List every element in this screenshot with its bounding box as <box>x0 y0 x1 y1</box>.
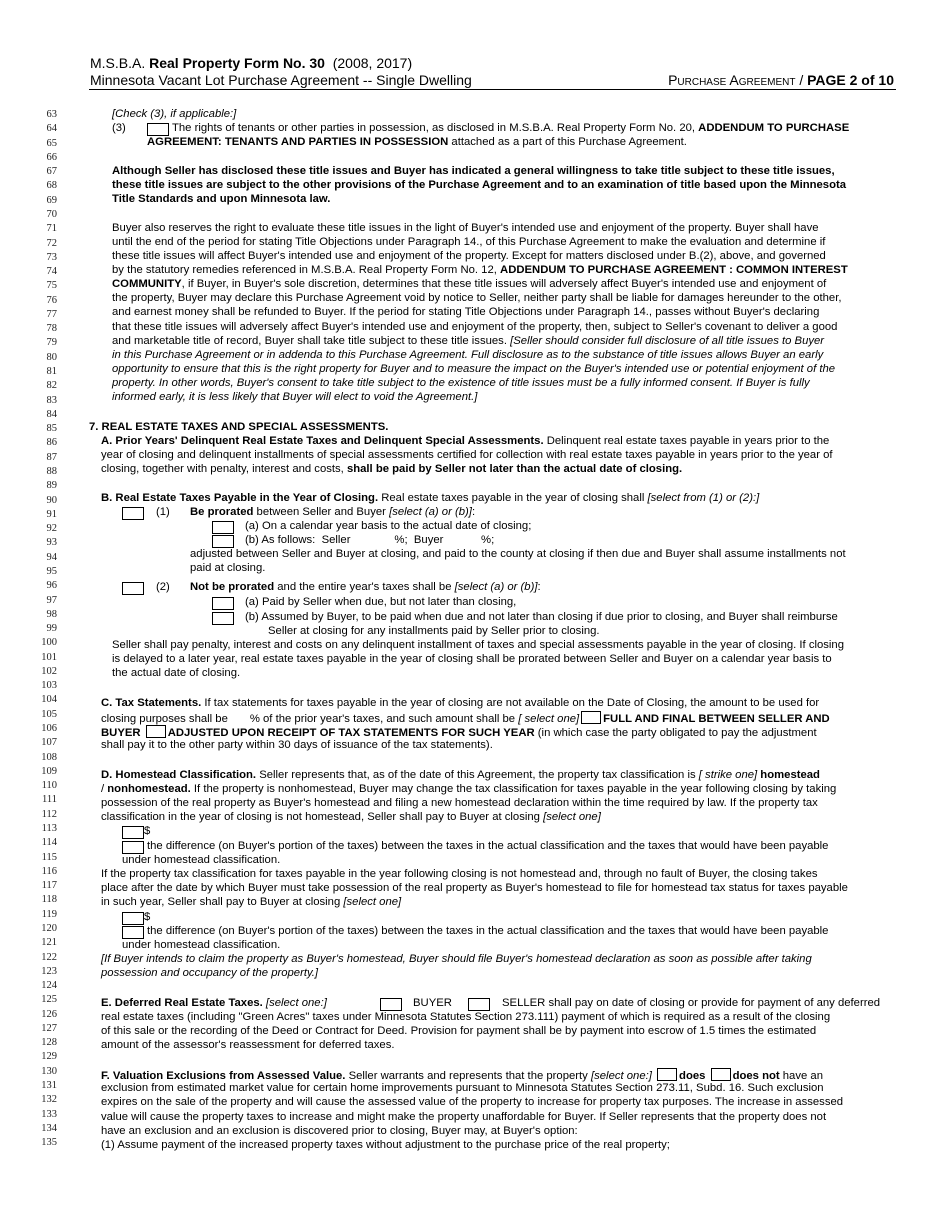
line-number: 125 <box>41 994 57 1006</box>
paragraph-text: the actual date of closing. <box>112 667 241 679</box>
form-title-line: M.S.B.A. Real Property Form No. 30 (2008, 2017) <box>90 55 413 71</box>
paragraph-text: under homestead classification. <box>122 854 281 866</box>
line-number: 102 <box>41 665 57 677</box>
line-number: 129 <box>41 1051 57 1063</box>
line-number: 101 <box>41 651 57 663</box>
line-number: 108 <box>41 751 57 763</box>
line-number: 73 <box>46 251 57 263</box>
title-issues-bold-text: these title issues are subject to the other provisions of the Purchase Agreement and to an examination of title based upon the Minnesota <box>112 179 847 191</box>
paragraph-text: COMMUNITY, if Buyer, in Buyer's sole discretion, determines that these title issues will adversely affect Buyer's intended use and enjoyment of <box>112 278 827 290</box>
line-number: 76 <box>46 294 57 306</box>
paragraph-text: these title issues will affect Buyer's intended use and enjoyment of the property. Except for matters disclosed under B.(2), above, and governed <box>112 250 826 262</box>
tenants-addendum-title: AGREEMENT: TENANTS AND PARTIES IN POSSESSION attached as a part of this Purchase Agreement. <box>147 136 687 148</box>
line-number: 105 <box>41 708 57 720</box>
paragraph-text: Seller shall pay penalty, interest and costs on any delinquent installment of taxes and special assessments payable in the year of closing. If closing <box>112 639 844 651</box>
paragraph-text: (1) Assume payment of the increased property taxes without adjustment to the purchase price of the real property; <box>101 1139 670 1151</box>
paragraph-text: the difference (on Buyer's portion of the taxes) between the taxes in the actual classification and the taxes that would have been payable <box>147 840 829 852</box>
paragraph-text: closing, together with penalty, interest and costs, shall be paid by Seller not later than the actual date of closing. <box>101 463 683 475</box>
line-number: 98 <box>46 608 57 620</box>
line-number: 95 <box>46 565 57 577</box>
line-number: 112 <box>41 808 57 820</box>
line-number: 103 <box>41 680 57 692</box>
option-2-label: (2) <box>156 581 170 593</box>
line-number: 100 <box>41 637 57 649</box>
line-number: 106 <box>41 723 57 735</box>
line-number: 107 <box>41 737 57 749</box>
subsection-f: F. Valuation Exclusions from Assessed Value. Seller warrants and represents that the property [select one:] does does not have an <box>101 1070 823 1082</box>
line-number: 74 <box>46 266 57 278</box>
line-number: 134 <box>41 1122 57 1134</box>
paragraph-text: and earnest money shall be refunded to Buyer. If the period for stating Title Objections under Paragraph 14., passes without Buyer's declaring <box>112 306 820 318</box>
line-number: 78 <box>46 323 57 335</box>
paragraph-text: under homestead classification. <box>122 939 281 951</box>
subsection-d: D. Homestead Classification. Seller represents that, as of the date of this Agreement, the property tax classification is [ strike one] homestead <box>101 769 820 781</box>
line-number: 88 <box>46 466 57 477</box>
check-3-note: [Check (3), if applicable:] <box>112 108 237 120</box>
paragraph-text: the property, Buyer may declare this Purchase Agreement void by notice to Seller, neither party shall be liable for damages hereunder to the other, <box>112 292 842 304</box>
line-number: 124 <box>41 980 57 992</box>
paragraph-text: year of closing and delinquent installments of special assessments certified for collection with real estate taxes payable in years prior to the year of <box>101 449 833 461</box>
title-issues-bold-text: Although Seller has disclosed these title issues and Buyer has indicated a general willingness to take title subject to these title issues, <box>112 165 835 177</box>
tax-statement-line: closing purposes shall be % of the prior year's taxes, and such amount shall be [ select one] FULL AND FINAL BETWEEN SELLER AND <box>101 713 830 725</box>
line-number: 121 <box>41 937 57 949</box>
line-number: 68 <box>46 180 57 192</box>
form-title: Real Property Form No. 30 <box>149 55 325 71</box>
line-number: 116 <box>41 865 57 877</box>
italic-note: possession and occupancy of the property.] <box>101 967 319 979</box>
line-number: 135 <box>41 1137 57 1149</box>
italic-note: in this Purchase Agreement or in addenda to this Purchase Agreement. Full disclosure as to the substance of title issues allows Buyer an early <box>112 349 824 361</box>
line-number: 123 <box>41 965 57 977</box>
line-number: 109 <box>41 765 57 777</box>
line-number: 81 <box>46 366 57 378</box>
paragraph-text: until the end of the period for stating Title Objections under Paragraph 14., of this Purchase Agreement to make the evaluation and determine if <box>112 236 826 248</box>
paragraph-text: Buyer also reserves the right to evaluate these title issues in the light of Buyer's intended use and enjoyment of the property. Buyer shall have <box>112 222 819 234</box>
line-number: 67 <box>46 166 57 178</box>
italic-note: informed early, it is less likely that Buyer will elect to void the Agreement.] <box>112 391 478 403</box>
line-number: 131 <box>41 1080 57 1092</box>
line-number: 72 <box>46 237 57 249</box>
line-number: 86 <box>46 437 57 449</box>
line-number: 75 <box>46 280 57 292</box>
paragraph-text: have an exclusion and an exclusion is discovered prior to closing, Buyer may, at Buyer's option: <box>101 1125 578 1137</box>
line-number: 111 <box>42 794 57 806</box>
line-number: 130 <box>41 1065 57 1077</box>
line-number: 70 <box>46 208 57 220</box>
paragraph-text: If the property tax classification for taxes payable in the year following closing is not homestead and, through no fault of Buyer, the closing takes <box>101 868 818 880</box>
paragraph-text: value will cause the property taxes to increase and might make the property unaffordable for Buyer. If Seller represents that the property does not <box>101 1111 827 1123</box>
italic-note: [If Buyer intends to claim the property as Buyer's homestead, Buyer should file Buyer's homestead declaration as soon as possible after taking <box>101 953 812 965</box>
line-number: 132 <box>41 1094 57 1106</box>
adjusted-checkbox[interactable] <box>146 725 166 738</box>
line-number: 110 <box>41 780 57 792</box>
option-a-text: (a) On a calendar year basis to the actual date of closing; <box>245 520 532 532</box>
paid-by-seller-checkbox[interactable] <box>212 597 234 610</box>
paragraph-text: and marketable title of record, Buyer shall take title subject to these title issues. [Seller should consider full disclosure of all title issues to Buyer <box>112 335 825 347</box>
line-number: 63 <box>46 109 57 120</box>
title-issues-bold-text: Title Standards and upon Minnesota law. <box>112 193 331 205</box>
line-number: 85 <box>46 423 57 435</box>
paragraph-text: that these title issues will adversely affect Buyer's intended use and enjoyment of the property, then, subject to Seller's covenant to deliver a good <box>112 321 838 333</box>
line-number: 83 <box>46 394 57 406</box>
line-number: 127 <box>41 1022 57 1034</box>
full-and-final-checkbox[interactable] <box>581 711 601 724</box>
paragraph-text: adjusted between Seller and Buyer at closing, and paid to the county at closing if then due and Buyer shall assume installments not <box>190 548 846 560</box>
option-b-text: (b) Assumed by Buyer, to be paid when due and not later than closing if due prior to closing, and Buyer shall reimburse <box>245 611 838 623</box>
page-number: PAGE 2 of 10 <box>807 72 894 88</box>
line-number: 77 <box>46 308 57 320</box>
line-number: 104 <box>41 694 57 706</box>
subsection-a: A. Prior Years' Delinquent Real Estate Taxes and Delinquent Special Assessments. Delinquent real estate taxes payable in years prior to the <box>101 435 830 447</box>
paragraph-text: real estate taxes (including "Green Acres" taxes under Minnesota Statutes Section 273.111) payment of which is required as a result of the closing <box>101 1011 831 1023</box>
line-number: 113 <box>41 823 57 834</box>
seller-deferred-checkbox[interactable] <box>468 998 490 1011</box>
dollar-sign: $ <box>144 911 151 923</box>
dollar-sign: $ <box>144 825 151 837</box>
line-number: 71 <box>46 223 57 235</box>
line-number: 122 <box>41 951 57 963</box>
line-number: 128 <box>41 1037 57 1049</box>
paragraph-text: by the statutory remedies referenced in M.S.B.A. Real Property Form No. 12, ADDENDUM TO PURCHASE AGREEMENT : COMMON INTEREST <box>112 264 848 276</box>
line-number: 133 <box>41 1108 57 1120</box>
paragraph-text: place after the date by which Buyer must take possession of the real property as Buyer's homestead to file for homestead tax status for taxes payable <box>101 882 848 894</box>
line-number: 89 <box>46 480 57 492</box>
as-follows-checkbox[interactable] <box>212 535 234 548</box>
tax-difference-checkbox[interactable] <box>122 841 144 854</box>
line-number: 69 <box>46 194 57 206</box>
line-number: 117 <box>41 880 57 892</box>
line-number: 96 <box>46 580 57 592</box>
calendar-year-checkbox[interactable] <box>212 521 234 534</box>
line-number: 79 <box>46 337 57 349</box>
page-indicator: Purchase Agreement / PAGE 2 of 10 <box>668 72 894 88</box>
line-number: 66 <box>46 151 57 163</box>
option-3-label: (3) <box>112 122 126 134</box>
line-number: 115 <box>41 851 57 863</box>
line-number: 93 <box>46 537 57 549</box>
assumed-by-buyer-checkbox[interactable] <box>212 612 234 625</box>
paragraph-text: shall pay it to the other party within 30 days of issuance of the tax statements). <box>101 739 493 751</box>
tax-difference-checkbox-2[interactable] <box>122 926 144 939</box>
line-number: 82 <box>46 380 57 392</box>
not-prorate-checkbox[interactable] <box>122 582 144 595</box>
line-number: 119 <box>41 908 57 920</box>
subsection-b: B. Real Estate Taxes Payable in the Year of Closing. Real estate taxes payable in the year of closing shall [select from (1) or (2):] <box>101 492 760 504</box>
not-prorated-option-text: Not be prorated and the entire year's taxes shall be [select (a) or (b)]: <box>190 581 541 593</box>
paragraph-text: / nonhomestead. If the property is nonhomestead, Buyer may change the tax classification for taxes payable in the year following closing by taking <box>101 783 837 795</box>
line-number: 126 <box>41 1008 57 1020</box>
line-number: 80 <box>46 351 57 363</box>
line-number: 87 <box>46 451 57 463</box>
prorate-checkbox[interactable] <box>122 507 144 520</box>
paragraph-text: Seller at closing for any installments paid by Seller prior to closing. <box>268 625 600 637</box>
buyer-option-label: BUYER <box>413 997 452 1009</box>
section-7-heading: 7. REAL ESTATE TAXES AND SPECIAL ASSESSMENTS. <box>89 421 389 433</box>
italic-note: opportunity to ensure that this is the right property for Buyer and to measure the impact on the Buyer's intended use or potential enjoyment of the <box>112 363 836 375</box>
dollar-amount-checkbox-2[interactable] <box>122 912 144 925</box>
paragraph-text: of this sale or the recording of the Deed or Contract for Deed. Provision for payment shall be by payment into escrow of 1.5 times the estimated <box>101 1025 817 1037</box>
option-a-text: (a) Paid by Seller when due, but not later than closing, <box>245 596 517 608</box>
line-number: 118 <box>41 894 57 906</box>
paragraph-text: amount of the assessor's reassessment for deferred taxes. <box>101 1039 395 1051</box>
subsection-c: C. Tax Statements. If tax statements for taxes payable in the year of closing are not available on the Date of Closing, the amount to be used for <box>101 697 820 709</box>
line-number: 64 <box>46 123 57 135</box>
form-years: (2008, 2017) <box>332 55 413 71</box>
line-number: 99 <box>46 623 57 635</box>
paragraph-text: classification in the year of closing is not homestead, Seller shall pay to Buyer at closing [select one] <box>101 811 601 823</box>
paragraph-text: exclusion from estimated market value for certain home improvements pursuant to Minnesota Statutes Section 273.11, Subd. 16. Such exclusion <box>101 1082 824 1094</box>
line-number: 90 <box>46 494 57 506</box>
italic-note: property. In other words, Buyer's consent to take title subject to the existence of title issues must be a fully informed consent. If Buyer is fully <box>112 377 810 389</box>
line-number: 91 <box>46 508 57 520</box>
line-number: 94 <box>46 551 57 563</box>
paragraph-text: possession of the real property as Buyer's homestead and filing a new homestead declaration within the time required by law. If the property tax <box>101 797 818 809</box>
does-not-checkbox[interactable] <box>711 1068 731 1081</box>
prorated-option-text: Be prorated between Seller and Buyer [select (a) or (b)]: <box>190 506 476 518</box>
subsection-e: E. Deferred Real Estate Taxes. [select one:] <box>101 997 327 1009</box>
paragraph-text: paid at closing. <box>190 562 266 574</box>
option-1-label: (1) <box>156 506 170 518</box>
tax-statement-line: BUYER ADJUSTED UPON RECEIPT OF TAX STATEMENTS FOR SUCH YEAR (in which case the party obligated to pay the adjustment <box>101 727 817 739</box>
line-number: 114 <box>41 837 57 849</box>
form-subtitle: Minnesota Vacant Lot Purchase Agreement -- Single Dwelling <box>90 72 472 88</box>
paragraph-text: is delayed to a later year, real estate taxes payable in the year of closing shall be prorated between Seller and Buyer on a calendar year basis to <box>112 653 832 665</box>
line-number: 120 <box>41 922 57 934</box>
line-number: 84 <box>46 408 57 420</box>
buyer-deferred-checkbox[interactable] <box>380 998 402 1011</box>
line-number: 97 <box>46 594 57 606</box>
paragraph-text: in such year, Seller shall pay to Buyer at closing [select one] <box>101 896 402 908</box>
paragraph-text: the difference (on Buyer's portion of the taxes) between the taxes in the actual classification and the taxes that would have been payable <box>147 925 829 937</box>
paragraph-text: expires on the sale of the property and will cause the assessed value of the property to increase for property tax purposes. The increase in assessed <box>101 1096 844 1108</box>
header-rule <box>89 89 896 90</box>
line-number: 65 <box>46 137 57 149</box>
line-number: 92 <box>46 523 57 535</box>
option-b-text: (b) As follows: Seller %; Buyer %; <box>245 534 495 546</box>
dollar-amount-checkbox[interactable] <box>122 826 144 839</box>
seller-option-label: SELLER shall pay on date of closing or provide for payment of any deferred <box>502 997 881 1009</box>
tenants-rights-text: The rights of tenants or other parties in possession, as disclosed in M.S.B.A. Real Property Form No. 20, ADDENDUM TO PURCHASE <box>172 122 850 134</box>
does-checkbox[interactable] <box>657 1068 677 1081</box>
tenants-addendum-checkbox[interactable] <box>147 123 169 136</box>
